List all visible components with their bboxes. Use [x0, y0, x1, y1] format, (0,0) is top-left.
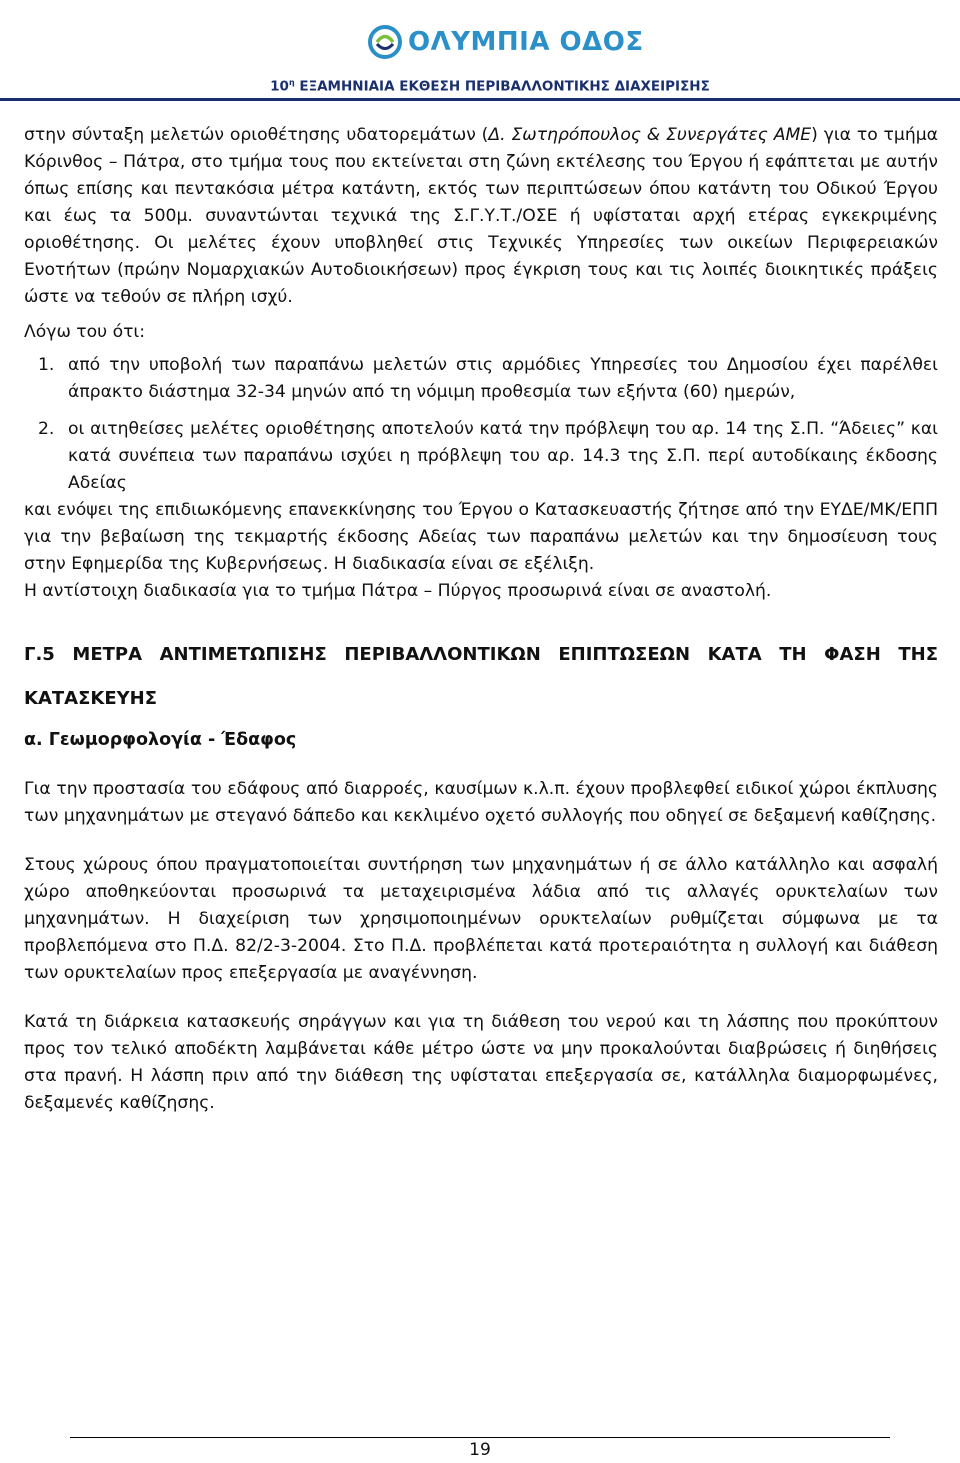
list-item-number: 2.	[38, 419, 55, 439]
document-body	[24, 122, 938, 1139]
paragraph-5: Στους χώρους όπου πραγματοποιείται συντήρηση των μηχανημάτων ή σε άλλο κατάλληλο και ασφαλή χώρο αποθηκεύονται προσωρινά τα μεταχειρισμένα λάδια από τις αλλαγές ορυκτελαίων των μηχανημάτων. Η διαχείριση των χρησιμοποιημένων ορυκτελαίων ρυθμίζεται σύμφωνα με τα προβλεπόμενα στο Π.Δ. 82/2-3-2004. Στο Π.Δ. προβλέπεται κατά προτεραιότητα η συλλογή και διάθεση των ορυκτελαίων προς επεξεργασία με αναγέννηση.	[24, 855, 938, 983]
paragraph-3: Η αντίστοιχη διαδικασία για το τμήμα Πάτρα – Πύργος προσωρινά είναι σε αναστολή.	[24, 581, 772, 601]
report-title	[250, 78, 730, 95]
list-item-number: 1.	[38, 355, 55, 375]
list-item	[24, 352, 938, 406]
report-number-superscript: η	[288, 78, 295, 87]
page-number: 19	[469, 1440, 491, 1460]
list-item	[24, 416, 938, 497]
header-divider	[0, 98, 960, 101]
report-title-text: ΕΞΑΜΗΝΙΑΙΑ ΕΚΘΕΣΗ ΠΕΡΙΒΑΛΛΟΝΤΙΚΗΣ ΔΙΑΧΕΙΡΙΣΗΣ	[299, 78, 710, 95]
page-header	[0, 0, 960, 100]
company-logo	[368, 22, 644, 62]
footer-divider	[70, 1437, 890, 1438]
paragraph-2: και ενόψει της επιδιωκόμενης επανεκκίνησης του Έργου ο Κατασκευαστής ζήτησε από την ΕΥΔΕ/ΜΚ/ΕΠΠ για την βεβαίωση της τεκμαρτής έκδοσης Αδείας των παραπάνω μελετών και την δημοσίευση τους στην Εφημερίδα της Κυβερνήσεως. Η διαδικασία είναι σε εξέλιξη.	[24, 500, 938, 574]
list-item-text: από την υποβολή των παραπάνω μελετών στις αρμόδιες Υπηρεσίες του Δημοσίου έχει παρέλθει άπρακτο διάστημα 32-34 μηνών από τη νόμιμη προθεσμία των εξήντα (60) ημερών,	[68, 355, 938, 402]
paragraph-6: Κατά τη διάρκεια κατασκευής σηράγγων και για τη διάθεση του νερού και τη λάσπης που προκύπτουν προς τον τελικό αποδέκτη λαμβάνεται κάθε μέτρο ώστε να μην προκαλούνται διαβρώσεις ή διηθήσεις στα πρανή. Η λάσπη πριν από την διάθεση της υφίσταται επεξεργασία σε, κατάλληλα διαμορφωμένες, δεξαμενές καθίζησης.	[24, 1012, 938, 1113]
subsection-heading: α. Γεωμορφολογία - Έδαφος	[24, 730, 297, 750]
paragraph-1-start: στην σύνταξη μελετών οριοθέτησης υδατορεμάτων (	[24, 125, 489, 145]
paragraph-4: Για την προστασία του εδάφους από διαρροές, καυσίμων κ.λ.π. έχουν προβλεφθεί ειδικοί χώροι έκπλυσης των μηχανημάτων με στεγανό δάπεδο και κεκλιμένο οχετό συλλογής που οδηγεί σε δεξαμενή καθίζησης.	[24, 779, 938, 826]
list-item-text: οι αιτηθείσες μελέτες οριοθέτησης αποτελούν κατά την πρόβλεψη του αρ. 14 της Σ.Π. “Άδειες” και κατά συνέπεια των παραπάνω ισχύει η πρόβλεψη του αρ. 14.3 της Σ.Π. περί αυτοδίκαιης έκδοσης Αδείας	[68, 419, 938, 493]
section-heading: Γ.5 ΜΕΤΡΑ ΑΝΤΙΜΕΤΩΠΙΣΗΣ ΠΕΡΙΒΑΛΛΟΝΤΙΚΩΝ ΕΠΙΠΤΩΣΕΩΝ ΚΑΤΑ ΤΗ ΦΑΣΗ ΤΗΣ ΚΑΤΑΣΚΕΥΗΣ	[24, 644, 938, 709]
paragraph-1-end: ) για το τμήμα Κόρινθος – Πάτρα, στο τμήμα τους που εκτείνεται στη ζώνη εκτέλεσης του Έργου ή εφάπτεται με αυτήν όπως επίσης και πεντακόσια μέτρα κατάντη, εκτός των περιπτώσεων όπου κατάντη του Οδικού Έργου και έως τα 500μ. συναντώνται τεχνικά της Σ.Γ.Υ.Τ./ΟΣΕ ή υφίσταται αρχή ετέρας εγκεκριμένης οριοθέτησης. Οι μελέτες έχουν υποβληθεί στις Τεχνικές Υπηρεσίες των οικείων Περιφερειακών Ενοτήτων (πρώην Νομαρχιακών Αυτοδιοικήσεων) προς έγκριση τους και τις λοιπές διοικητικές πράξεις ώστε να τεθούν σε πλήρη ισχύ.	[24, 125, 938, 307]
paragraph-1-italic: Δ. Σωτηρόπουλος & Συνεργάτες ΑΜΕ	[488, 125, 812, 145]
reasons-list	[24, 352, 938, 497]
olympia-odos-logo-icon	[368, 25, 402, 59]
paragraph-1	[24, 122, 938, 311]
because-label: Λόγω του ότι:	[24, 322, 146, 342]
logo-text: ΟΛΥΜΠΙΑ ΟΔΟΣ	[408, 27, 644, 57]
report-number: 10	[270, 78, 289, 95]
